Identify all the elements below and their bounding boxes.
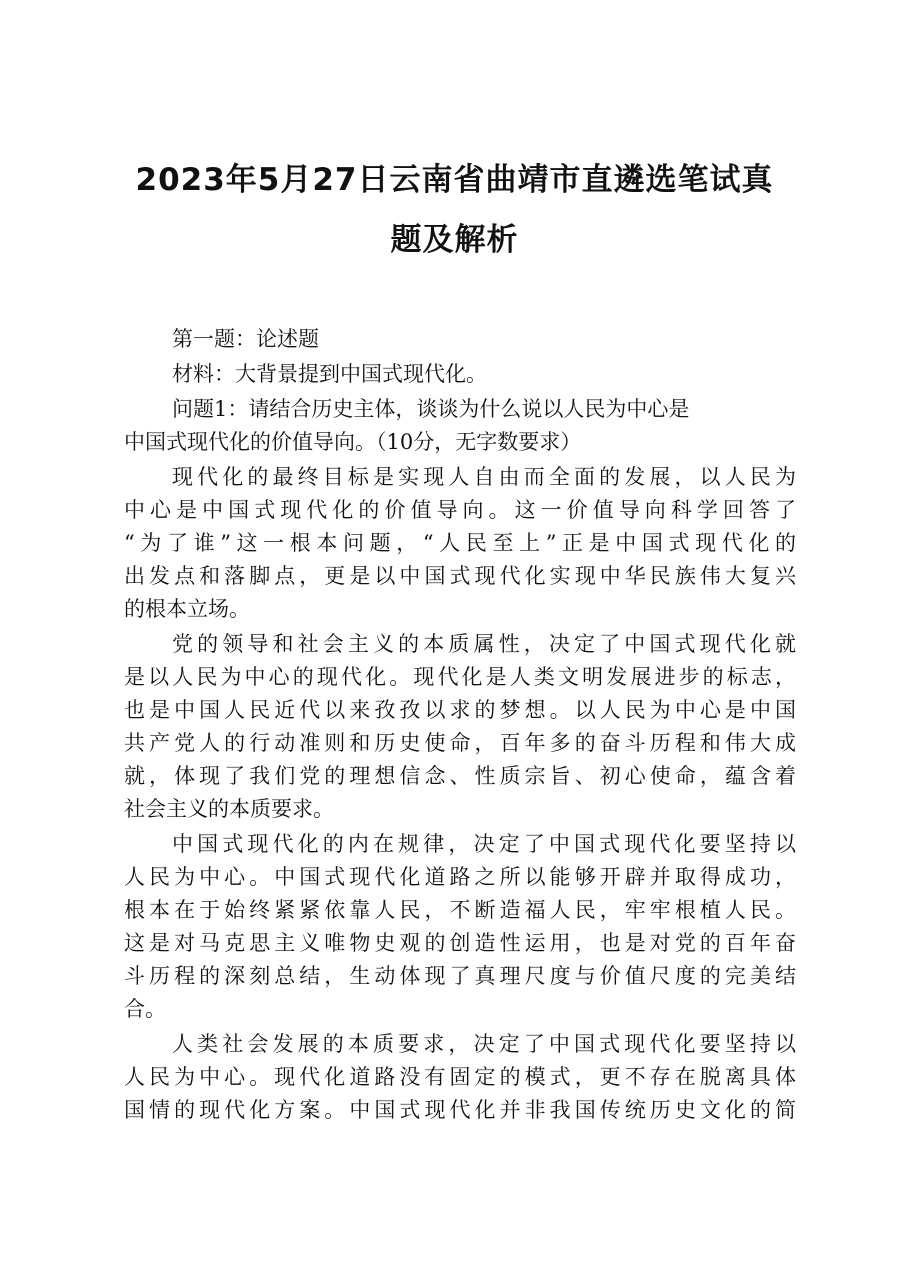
document-body — [124, 323, 796, 1129]
paragraph-answer — [124, 1028, 796, 1127]
text-line: 中心是中国式现代化的价值导向。这一价值导向科学回答了 — [124, 498, 796, 522]
text-line: 社会主义的本质要求。 — [124, 797, 334, 821]
text-line: 国情的现代化方案。中国式现代化并非我国传统历史文化的简 — [124, 1098, 796, 1122]
text-line: 党的领导和社会主义的本质属性，决定了中国式现代化就 — [172, 632, 796, 656]
text-line: 合。 — [124, 997, 166, 1021]
text-line: 中国式现代化的价值导向。（10分，无字数要求） — [124, 430, 582, 454]
text-line: 斗历程的深刻总结，生动体现了真理尺度与价值尺度的完美结 — [124, 964, 796, 988]
paragraph-question-type — [124, 323, 796, 356]
text-line: 问题1：请结合历史主体，谈谈为什么说以人民为中心是 — [172, 397, 690, 421]
text-line: “为了谁”这一根本问题，“人民至上”正是中国式现代化的 — [124, 531, 796, 555]
paragraph-answer — [124, 461, 796, 626]
text-line: 人类社会发展的本质要求，决定了中国式现代化要坚持以 — [172, 1032, 796, 1056]
text-line: 也是中国人民近代以来孜孜以求的梦想。以人民为中心是中国 — [124, 698, 796, 722]
paragraph-material — [124, 358, 796, 391]
text-line: 材料：大背景提到中国式现代化。 — [172, 362, 487, 386]
text-line: 中国式现代化的内在规律，决定了中国式现代化要坚持以 — [172, 832, 796, 856]
title-line-1: 2023年5月27日云南省曲靖市直遴选笔试真 — [135, 162, 774, 198]
text-line: 就，体现了我们党的理想信念、性质宗旨、初心使命，蕴含着 — [124, 764, 796, 788]
text-line: 人民为中心。中国式现代化道路之所以能够开辟并取得成功， — [124, 865, 796, 889]
text-line: 现代化的最终目标是实现人自由而全面的发展，以人民为 — [172, 465, 796, 489]
text-line: 出发点和落脚点，更是以中国式现代化实现中华民族伟大复兴 — [124, 564, 796, 588]
text-line: 人民为中心。现代化道路没有固定的模式，更不存在脱离具体 — [124, 1065, 796, 1089]
text-line: 第一题：论述题 — [172, 327, 319, 351]
paragraph-question — [124, 393, 796, 459]
text-line: 的根本立场。 — [124, 597, 250, 621]
paragraph-answer — [124, 628, 796, 826]
text-line: 这是对马克思主义唯物史观的创造性运用，也是对党的百年奋 — [124, 931, 796, 955]
text-line: 根本在于始终紧紧依靠人民，不断造福人民，牢牢根植人民。 — [124, 898, 796, 922]
title-line-2: 题及解析 — [390, 222, 519, 258]
text-line: 是以人民为中心的现代化。现代化是人类文明发展进步的标志， — [124, 665, 796, 689]
paragraph-answer — [124, 828, 796, 1026]
document-title — [100, 150, 809, 270]
text-line: 共产党人的行动准则和历史使命，百年多的奋斗历程和伟大成 — [124, 731, 796, 755]
